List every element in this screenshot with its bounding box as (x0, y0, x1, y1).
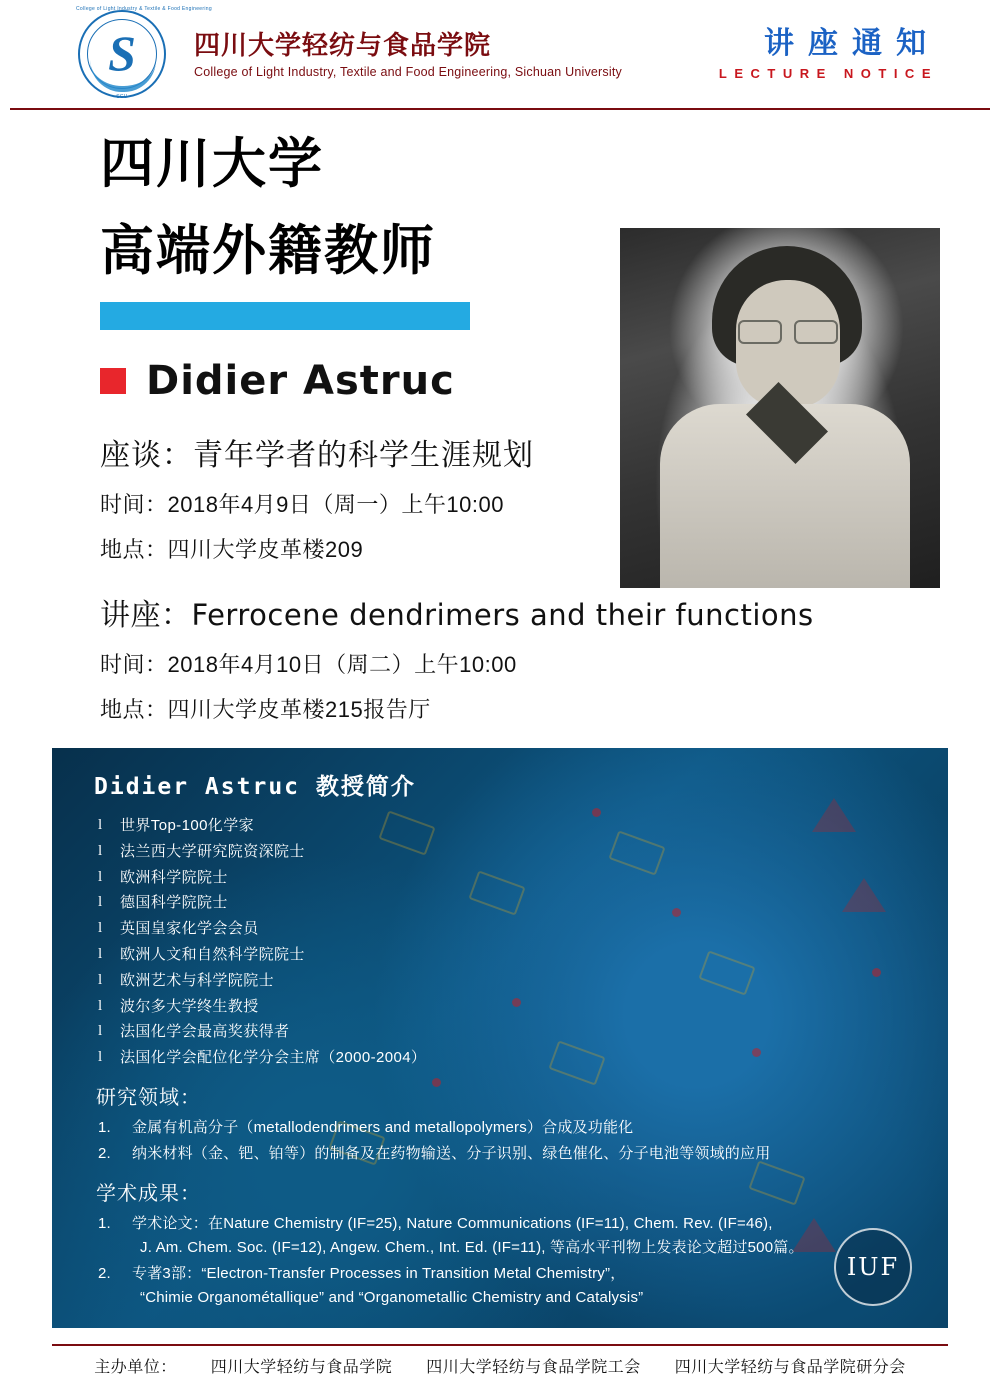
list-item-text: 纳米材料（金、钯、铂等）的制备及在药物输送、分子识别、绿色催化、分子电池等领域的应用 (132, 1145, 771, 1163)
logo-ring-text (70, 4, 212, 104)
list-item-text: 学术论文：在Nature Chemistry (IF=25), Nature Communications (IF=11), Chem. Rev. (IF=46), (132, 1214, 773, 1232)
org-name-cn: 四川大学轻纺与食品学院 (194, 29, 492, 60)
poster-main (0, 110, 1000, 730)
poster-title-line2: 高端外籍教师 (100, 220, 436, 281)
lecture-time: 时间：2018年4月10日（周二）上午10:00 (100, 651, 517, 677)
list-number: 1. (98, 1118, 111, 1136)
speaker-portrait (620, 228, 940, 588)
footer-org-1: 四川大学轻纺与食品学院 (210, 1359, 393, 1376)
list-number: 2. (98, 1265, 111, 1283)
list-item (98, 1212, 926, 1261)
bio-honors-list (74, 813, 926, 1071)
notice-title-cn: 讲座通知 (764, 26, 940, 60)
org-name-en: College of Light Industry, Textile and Food Engineering, Sichuan University (194, 65, 622, 80)
notice-title-en: LECTURE NOTICE (718, 66, 938, 82)
list-item: l 法兰西大学研究院资深院士 (120, 839, 926, 865)
research-heading: 研究领域： (96, 1086, 201, 1109)
list-number: 1. (98, 1214, 111, 1232)
seminar-label: 座谈： (100, 438, 193, 472)
list-item: l 英国皇家化学会会员 (120, 916, 926, 942)
seminar-topic: 青年学者的科学生涯规划 (193, 438, 534, 472)
footer-label: 主办单位： (94, 1359, 177, 1376)
lecture-topic: Ferrocene dendrimers and their functions (191, 597, 814, 632)
bio-panel (52, 748, 948, 1328)
portrait-glasses (738, 320, 838, 340)
notice-heading (719, 27, 940, 82)
portrait-face (736, 280, 840, 408)
logo-ring-top-text: College of Light Industry & Textile & Food Engineering (76, 6, 212, 12)
lecture-label: 讲座： (100, 598, 192, 632)
list-number: 2. (98, 1145, 111, 1163)
list-item: l 欧洲科学院院士 (120, 865, 926, 891)
list-item-text: 专著3部：“Electron-Transfer Processes in Transition Metal Chemistry”， (132, 1265, 626, 1283)
list-item: l 欧洲艺术与科学院院士 (120, 968, 926, 994)
footer-org-2: 四川大学轻纺与食品学院工会 (426, 1359, 641, 1376)
university-logo (70, 4, 212, 104)
research-list (74, 1116, 926, 1167)
lecture-heading (100, 590, 920, 634)
poster-title-line1: 四川大学 (100, 134, 324, 194)
page-footer (52, 1344, 948, 1377)
bio-title: Didier Astruc 教授简介 (94, 774, 416, 800)
list-item (98, 1116, 926, 1140)
organization-names (194, 29, 622, 80)
list-item: l 波尔多大学终生教授 (120, 994, 926, 1020)
page-header (10, 0, 990, 110)
iuf-badge: IUF (834, 1228, 912, 1306)
red-square-icon (100, 368, 126, 394)
list-item-text-line2: “Chimie Organométallique” and “Organometallic Chemistry and Catalysis” (140, 1289, 644, 1307)
achievements-heading: 学术成果： (96, 1182, 201, 1205)
logo-ring-bottom-text: SCU (116, 94, 128, 100)
blue-accent-bar (100, 302, 470, 330)
speaker-name: Didier Astruc (146, 357, 455, 404)
list-item: l 法国化学会配位化学分会主席（2000-2004） (120, 1045, 926, 1071)
list-item: l 德国科学院院士 (120, 890, 926, 916)
achievements-list (74, 1212, 926, 1311)
list-item-text: 金属有机高分子（metallodendrimers and metallopolymers）合成及功能化 (132, 1118, 634, 1136)
lecture-place: 地点：四川大学皮革楼215报告厅 (100, 696, 431, 722)
list-item: l 世界Top-100化学家 (120, 813, 926, 839)
list-item (98, 1262, 926, 1311)
list-item (98, 1142, 926, 1166)
footer-org-3: 四川大学轻纺与食品学院研分会 (674, 1359, 906, 1376)
list-item-text-line2: J. Am. Chem. Soc. (IF=12), Angew. Chem., Int. Ed. (IF=11), 等高水平刊物上发表论文超过500篇。 (140, 1238, 804, 1256)
list-item: l 欧洲人文和自然科学院院士 (120, 942, 926, 968)
logo-letter: S (108, 25, 136, 81)
list-item: l 法国化学会最高奖获得者 (120, 1019, 926, 1045)
seminar-time: 时间：2018年4月9日（周一）上午10:00 (100, 491, 504, 517)
seminar-place: 地点：四川大学皮革楼209 (100, 536, 364, 562)
